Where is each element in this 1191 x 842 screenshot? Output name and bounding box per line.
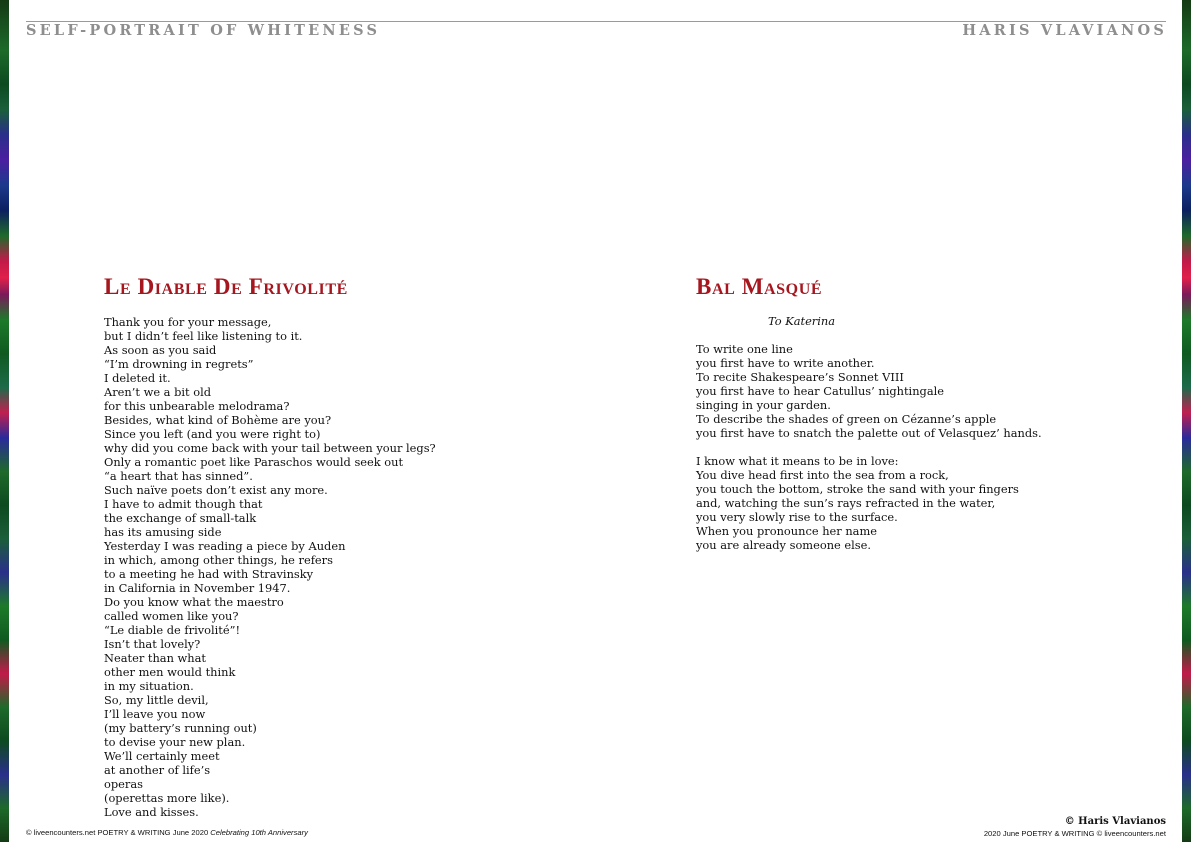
poem-line: Besides, what kind of Bohème are you? xyxy=(104,413,332,427)
poem-line: the exchange of small-talk xyxy=(104,511,257,525)
poem-dedication: To Katerina xyxy=(768,314,836,328)
footer-publication: © liveencounters.net POETRY & WRITING June 2020 xyxy=(26,828,211,837)
author-copyright: © Haris Vlavianos xyxy=(1064,816,1166,827)
poem-line: I have to admit though that xyxy=(104,497,263,511)
poem-line: Isn’t that lovely? xyxy=(104,637,201,651)
poem-line: and, watching the sun’s rays refracted in the water, xyxy=(696,496,996,510)
poem-line: Only a romantic poet like Paraschos would seek out xyxy=(104,455,404,469)
poem-line: but I didn’t feel like listening to it. xyxy=(104,329,303,343)
poem-line: in my situation. xyxy=(104,679,194,693)
poem-line: at another of life’s xyxy=(104,763,211,777)
poem-line: Such naïve poets don’t exist any more. xyxy=(104,483,328,497)
footer-left xyxy=(26,828,308,837)
poem-line: Do you know what the maestro xyxy=(104,595,284,609)
poem-line: operas xyxy=(104,777,143,791)
poem-line: in which, among other things, he refers xyxy=(104,553,333,567)
poem-line: To write one line xyxy=(696,342,793,356)
poem-line: you first have to snatch the palette out of Velasquez’ hands. xyxy=(696,426,1042,440)
magazine-page xyxy=(9,0,1182,842)
poem-line: to devise your new plan. xyxy=(104,735,246,749)
poem-line: Thank you for your message, xyxy=(104,315,272,329)
poem-line: You dive head first into the sea from a rock, xyxy=(696,468,949,482)
poem-line: called women like you? xyxy=(104,609,239,623)
poem-line: you first have to hear Catullus’ nightingale xyxy=(696,384,945,398)
poem-line: you first have to write another. xyxy=(696,356,875,370)
poem-body xyxy=(104,315,544,819)
poem-line: to a meeting he had with Stravinsky xyxy=(104,567,314,581)
poem-line: Yesterday I was reading a piece by Auden xyxy=(104,539,346,553)
poem-line: “Le diable de frivolité”! xyxy=(104,623,241,637)
poem-line: Since you left (and you were right to) xyxy=(104,427,321,441)
poem-line: Aren’t we a bit old xyxy=(104,385,212,399)
poem-line: “I’m drowning in regrets” xyxy=(104,357,254,371)
poem-bal-masque xyxy=(696,274,1136,552)
footer-publication-right: 2020 June POETRY & WRITING © liveencounters.net xyxy=(983,829,1166,838)
poem-line: “a heart that has sinned”. xyxy=(104,469,253,483)
poem-line: Neater than what xyxy=(104,651,206,665)
poem-line: other men would think xyxy=(104,665,236,679)
poem-line: So, my little devil, xyxy=(104,693,209,707)
poem-line: I know what it means to be in love: xyxy=(696,454,899,468)
poem-le-diable xyxy=(104,274,544,819)
poem-line: To describe the shades of green on Cézanne’s apple xyxy=(696,412,997,426)
poem-title: Bal Masqué xyxy=(696,274,823,299)
poem-line: Love and kisses. xyxy=(104,805,199,819)
poem-line: why did you come back with your tail between your legs? xyxy=(104,441,436,455)
running-author: HARIS VLAVIANOS xyxy=(962,22,1167,39)
poem-line: (operettas more like). xyxy=(104,791,230,805)
poem-line: in California in November 1947. xyxy=(104,581,291,595)
poem-body xyxy=(696,342,1136,552)
poem-line: has its amusing side xyxy=(104,525,222,539)
poem-line: for this unbearable melodrama? xyxy=(104,399,290,413)
footer-anniversary: Celebrating 10th Anniversary xyxy=(210,828,308,837)
running-title: SELF-PORTRAIT OF WHITENESS xyxy=(26,22,381,39)
poem-line: (my battery’s running out) xyxy=(104,721,257,735)
poem-line: To recite Shakespeare’s Sonnet VIII xyxy=(696,370,904,384)
poem-line: We’ll certainly meet xyxy=(104,749,220,763)
poem-title: Le Diable De Frivolité xyxy=(104,274,348,299)
poem-line: you touch the bottom, stroke the sand with your fingers xyxy=(696,482,1019,496)
poem-line: singing in your garden. xyxy=(696,398,831,412)
poem-line: I’ll leave you now xyxy=(104,707,206,721)
poem-line: you very slowly rise to the surface. xyxy=(696,510,898,524)
poem-line: When you pronounce her name xyxy=(696,524,878,538)
poem-line: As soon as you said xyxy=(104,343,217,357)
stanza-break xyxy=(696,440,1136,454)
poem-line: you are already someone else. xyxy=(696,538,871,552)
footer-right xyxy=(984,816,1166,838)
poem-line: I deleted it. xyxy=(104,371,171,385)
